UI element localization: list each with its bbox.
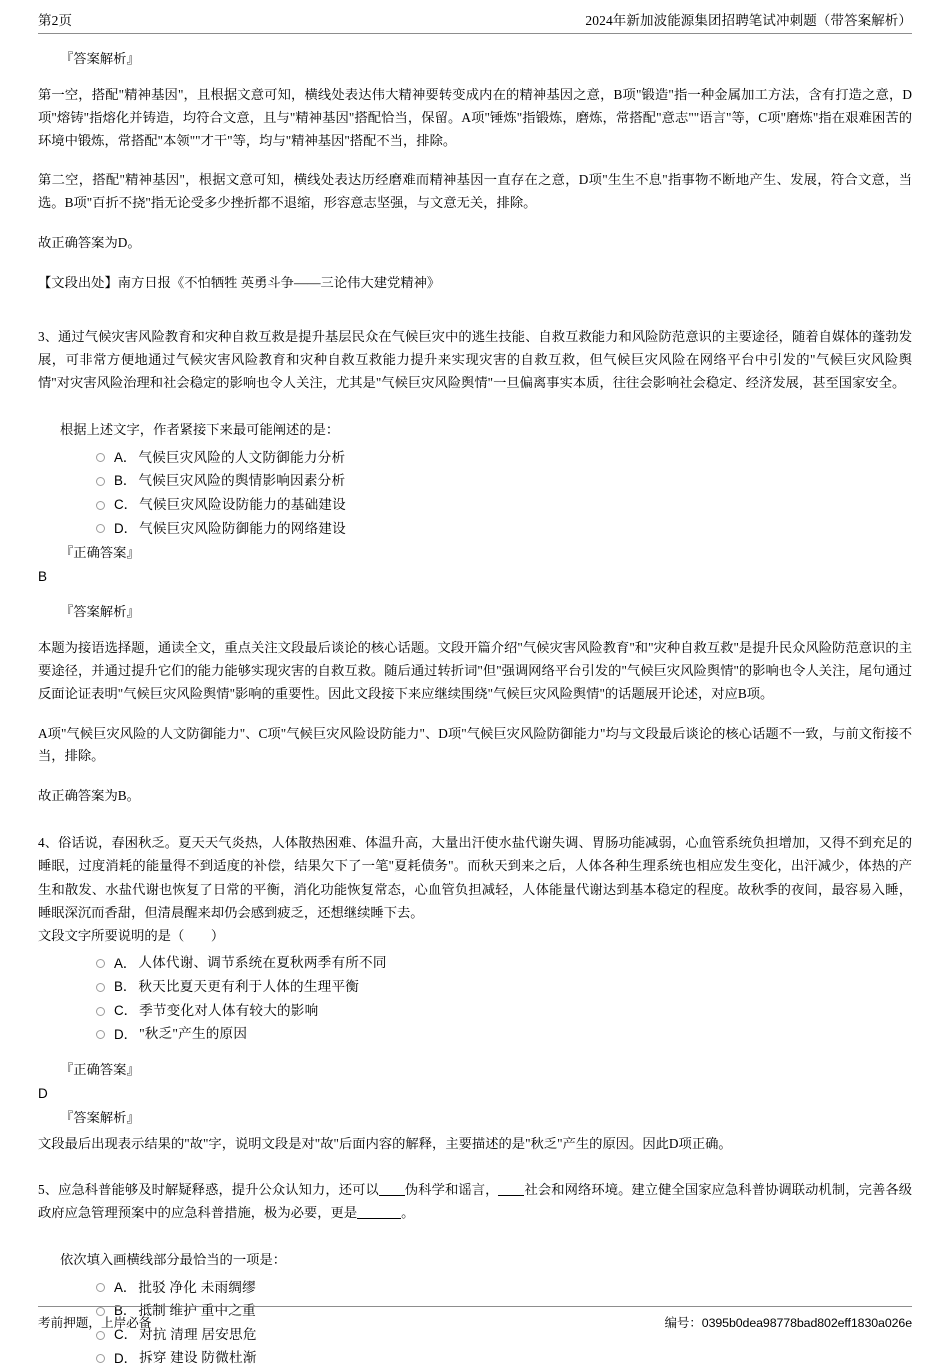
option-text: 秋天比夏天更有利于人体的生理平衡 [138, 977, 359, 998]
radio-icon[interactable] [96, 1283, 105, 1292]
fill-blank-3 [357, 1218, 401, 1219]
option-letter: A． [114, 954, 136, 974]
option-letter: D． [114, 1349, 137, 1369]
question-3-answer-tag: 『正确答案』 [38, 542, 912, 565]
option-letter: A． [114, 448, 136, 468]
option-letter: B． [114, 977, 136, 997]
option-letter: C． [114, 1325, 137, 1345]
fill-blank-1 [379, 1195, 405, 1196]
option-text: 拆穿 建设 防微杜渐 [139, 1348, 257, 1369]
option-row[interactable] [38, 1024, 912, 1045]
question-5-passage-part-4: 。 [401, 1205, 414, 1220]
option-row[interactable] [38, 977, 912, 998]
question-4-stem: 文段文字所要说明的是（ ） [38, 924, 912, 947]
footer-slogan: 考前押题，上岸必备 [38, 1312, 151, 1331]
option-text: "秋乏"产生的原因 [139, 1024, 247, 1045]
option-row[interactable] [38, 1348, 912, 1369]
footer-id-label: 编号： [665, 1316, 702, 1330]
question-5-stem: 依次填入画横线部分最恰当的一项是： [38, 1248, 912, 1272]
option-text: 气候巨灾风险防御能力的网络建设 [139, 519, 346, 540]
q2-analysis-conclusion: 故正确答案为D。 [38, 232, 912, 255]
option-letter: A． [114, 1278, 136, 1298]
option-text: 气候巨灾风险的舆情影响因素分析 [138, 471, 345, 492]
question-3-analysis-paragraph-2: A项"气候巨灾风险的人文防御能力"、C项"气候巨灾风险设防能力"、D项"气候巨灾风险防御能力"均与文段最后谈论的核心话题不一致，与前文衔接不当，排除。 [38, 723, 912, 769]
question-5-passage-part-3: 社会和网络环境。建立健全国家应急科普协调联动机制，完善各级政府应急管理预案中的应急科普措施，极为必要，更是 [38, 1182, 912, 1220]
footer-id [665, 1313, 912, 1331]
page-header [38, 0, 912, 34]
q2-analysis-tag: 『答案解析』 [38, 48, 912, 71]
option-text: 抵制 维护 重中之重 [138, 1301, 256, 1322]
radio-icon[interactable] [96, 501, 105, 510]
question-4-passage: 4、俗话说，春困秋乏。夏天天气炎热，人体散热困难、体温升高，大量出汗使水盐代谢失调、胃肠功能减弱，心血管系统负担增加，又得不到充足的睡眠，过度消耗的能量得不到适度的补偿，结果欠下了一笔"夏耗债务"。而秋天到来之后，人体各种生理系统也相应发生变化，出汗减少，体热的产生和散发、水盐代谢也恢复了日常的平衡，消化功能恢复常态，心血管负担减轻，人体能量代谢达到基本稳定的程度。故秋季的夜间，最容易入睡，睡眠深沉而香甜，但清晨醒来却仍会感到疲乏，还想继续睡下去。 [38, 831, 912, 924]
q2-analysis-paragraph-1: 第一空，搭配"精神基因"，且根据文意可知，横线处表达伟大精神要转变成内在的精神基因之意，B项"锻造"指一种金属加工方法，含有打造之意，D项"熔铸"指熔化并铸造，均符合文意，且与"精神基因"搭配恰当，保留。A项"锤炼"指锻炼，磨炼，常搭配"意志""语言"等，C项"磨炼"指在艰难困苦的环境中锻炼，常搭配"本领""才干"等，均与"精神基因"搭配不当，排除。 [38, 84, 912, 153]
document-title: 2024年新加波能源集团招聘笔试冲刺题（带答案解析） [585, 12, 912, 30]
option-text: 季节变化对人体有较大的影响 [139, 1001, 318, 1022]
option-row[interactable] [38, 1001, 912, 1022]
page-number-label: 第2页 [38, 12, 72, 30]
option-letter: D． [114, 519, 137, 539]
question-4-analysis-tag: 『答案解析』 [38, 1107, 912, 1130]
radio-icon[interactable] [96, 1354, 105, 1363]
option-row[interactable] [38, 448, 912, 469]
question-5-passage-part-1: 5、应急科普能够及时解疑释惑，提升公众认知力，还可以 [38, 1182, 379, 1197]
radio-icon[interactable] [96, 983, 105, 992]
option-row[interactable] [38, 471, 912, 492]
radio-icon[interactable] [96, 477, 105, 486]
question-3-options [38, 448, 912, 540]
radio-icon[interactable] [96, 524, 105, 533]
question-5-passage [38, 1178, 912, 1225]
radio-icon[interactable] [96, 1331, 105, 1340]
option-row[interactable] [38, 495, 912, 516]
question-4-options [38, 953, 912, 1045]
question-3-analysis-paragraph-1: 本题为接语选择题，通读全文，重点关注文段最后谈论的核心话题。文段开篇介绍"气候灾害风险教育"和"灾种自救互救"是提升民众风险防范意识的主要途径，并通过提升它们的能力能够实现灾害的自救互救。随后通过转折词"但"强调网络平台引发的"气候巨灾风险舆情"的影响也令人关注，尾句通过反面论证表明"气候巨灾风险舆情"影响的重要性。因此文段接下来应继续围绕"气候巨灾风险舆情"的话题展开论述，对应B项。 [38, 637, 912, 706]
option-text: 气候巨灾风险的人文防御能力分析 [138, 448, 345, 469]
radio-icon[interactable] [96, 453, 105, 462]
option-letter: B． [114, 1301, 136, 1321]
option-row[interactable] [38, 519, 912, 540]
footer-id-value: 0395b0dea98778bad802eff1830a026e [702, 1316, 912, 1330]
option-letter: D． [114, 1025, 137, 1045]
question-4-analysis-text: 文段最后出现表示结果的"故"字，说明文段是对"故"后面内容的解释，主要描述的是"秋乏"产生的原因。因此D项正确。 [38, 1132, 912, 1155]
question-3-answer-value: B [38, 567, 912, 587]
option-letter: B． [114, 471, 136, 491]
radio-icon[interactable] [96, 1007, 105, 1016]
question-4-answer-tag: 『正确答案』 [38, 1059, 912, 1082]
q2-analysis-paragraph-2: 第二空，搭配"精神基因"，根据文意可知，横线处表达历经磨难而精神基因一直存在之意，D项"生生不息"指事物不断地产生、发展，符合文意，当选。B项"百折不挠"指无论受多少挫折都不退缩，形容意志坚强，与文意无关，排除。 [38, 169, 912, 215]
option-text: 批驳 净化 未雨绸缪 [138, 1278, 256, 1299]
radio-icon[interactable] [96, 959, 105, 968]
radio-icon[interactable] [96, 1030, 105, 1039]
option-row[interactable] [38, 953, 912, 974]
option-text: 气候巨灾风险设防能力的基础建设 [139, 495, 346, 516]
question-3-analysis-conclusion: 故正确答案为B。 [38, 785, 912, 808]
q2-source-line: 【文段出处】南方日报《不怕牺牲 英勇斗争——三论伟大建党精神》 [38, 272, 912, 295]
question-5-passage-part-2: 伪科学和谣言， [405, 1182, 499, 1197]
fill-blank-2 [498, 1195, 524, 1196]
option-text: 人体代谢、调节系统在夏秋两季有所不同 [138, 953, 386, 974]
option-text: 对抗 清理 居安思危 [139, 1325, 257, 1346]
question-3-analysis-tag: 『答案解析』 [38, 601, 912, 624]
question-4-answer-value: D [38, 1084, 912, 1104]
page-content [38, 34, 912, 1369]
option-letter: C． [114, 1001, 137, 1021]
option-letter: C． [114, 495, 137, 515]
page-footer [38, 1306, 912, 1331]
option-row[interactable] [38, 1278, 912, 1299]
question-3-stem: 根据上述文字，作者紧接下来最可能阐述的是： [38, 418, 912, 442]
question-3-passage: 3、通过气候灾害风险教育和灾种自救互救是提升基层民众在气候巨灾中的逃生技能、自救互救能力和风险防范意识的主要途径，随着自媒体的蓬勃发展，可非常方便地通过气候灾害风险教育和灾种自救互救能力提升来实现灾害的自救互救，但气候巨灾风险在网络平台中引发的"气候巨灾风险舆情"对灾害风险治理和社会稳定的影响也令人关注，尤其是"气候巨灾风险舆情"一旦偏离事实本质，往往会影响社会稳定、经济发展，甚至国家安全。 [38, 325, 912, 395]
